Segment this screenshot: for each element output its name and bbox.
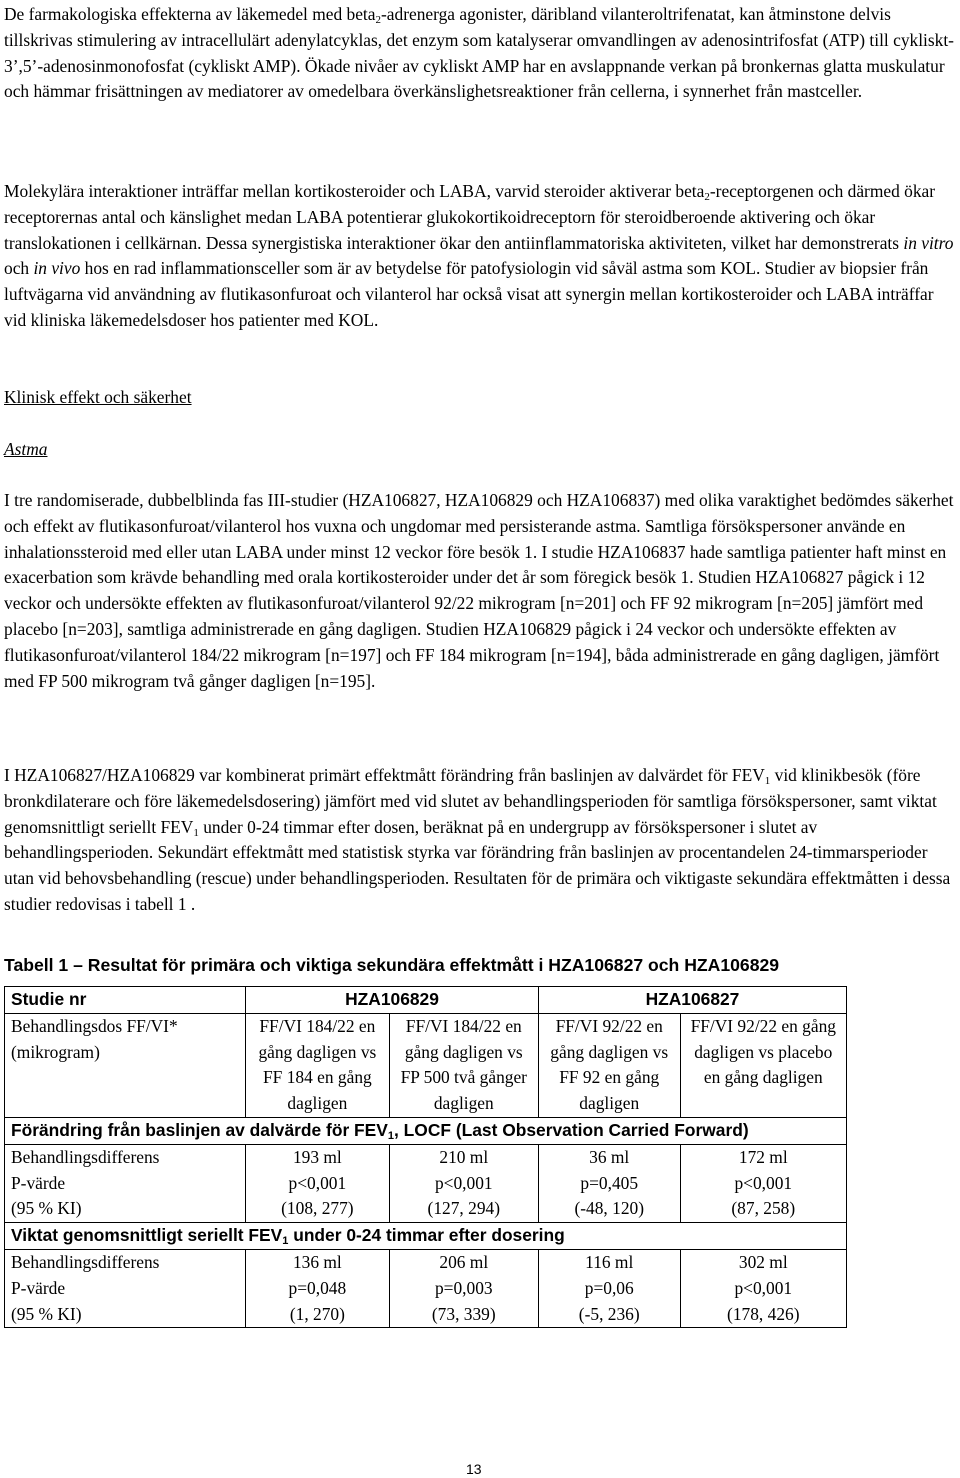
value-cell	[680, 1249, 846, 1327]
value: p<0,001	[288, 1172, 347, 1193]
text-span: I HZA106827/HZA106829 var kombinerat primärt effektmått förändring från baslinjen av dalvärdet för FEV	[4, 765, 765, 785]
text-span: -receptorgenen och därmed ökar receptorernas antal och känslighet medan LABA potentierar glukokortikoidreceptorn för steroidberoende aktivering och ökar translokationen i cellkärnan. Dessa synergistiska interaktioner ökar den antiinflammatoriska aktiviteten, vilket har demonstrerats	[4, 181, 936, 253]
dose-cell: FF/VI 92/22 en gång dagligen vs placebo en gång dagligen	[680, 1013, 846, 1117]
table-caption: Tabell 1 – Resultat för primära och viktiga sekundära effektmått i HZA106827 och HZA106829	[4, 955, 780, 975]
value: (-48, 120)	[574, 1198, 644, 1219]
row-label: P-värde	[11, 1277, 66, 1298]
row-label: (95 % KI)	[11, 1303, 82, 1324]
value-cell	[389, 1249, 538, 1327]
text-span: -adrenerga agonister, däribland vilanteroltrifenatat, kan åtminstone delvis tillskrivas stimulering av intracellulärt adenylatcyklas, det enzym som katalyserar omvandlingen av adenosintrifosfat (ATP) till cykliskt-3’,5’-adenosinmonofosfat (cykliskt AMP). Ökade nivåer av cykliskt AMP har en avslappnande verkan på bronkernas glatta muskulatur och hämmar frisättningen av mediatorer av omedelbara överkänslighetsreaktioner från cellerna, i synnerhet från mastceller.	[4, 4, 954, 102]
value-cell	[246, 1144, 390, 1222]
value-cell	[538, 1249, 680, 1327]
table-row	[5, 1013, 847, 1117]
row-label: Behandlingsdifferens	[11, 1251, 160, 1272]
value: (178, 426)	[727, 1303, 800, 1324]
dose-cell: FF/VI 92/22 en gång dagligen vs FF 92 en gång dagligen	[538, 1013, 680, 1117]
text-span: under 0-24 timmar efter dosen, beräknat på en undergrupp av försökspersoner i slutet av behandlingsperioden. Sekundärt effektmått med statistisk styrka var förändring från baslinjen av procentandelen 24-timmarsperioder utan vid behovsbehandling (rescue) under behandlingsperioden. Resultaten för de primära och viktigaste sekundära effektmåtten i dessa studier redovisas i tabell 1 .	[4, 816, 951, 914]
heading-astma: Astma	[4, 439, 48, 459]
subscript: 1	[387, 1129, 395, 1142]
value-cell	[246, 1249, 390, 1327]
text-span: , LOCF (Last Observation Carried Forward)	[394, 1119, 749, 1140]
paragraph-studies: I tre randomiserade, dubbelblinda fas III-studier (HZA106827, HZA106829 och HZA106837) med olika varaktighet bedömdes säkerhet och effekt av flutikasonfuroat/vilanterol hos vuxna och ungdomar med persisterande astma. Samtliga försökspersoner använde en inhalationssteroid med eller utan LABA under minst 12 veckor före besök 1. I studie HZA106837 hade samtliga patienter haft minst en exacerbation som krävde behandling med orala kortikosteroider under det år som föregick besök 1. Studien HZA106827 pågick i 12 veckor och undersökte effekten av flutikasonfuroat/vilanterol 92/22 mikrogram [n=201] och FF 92 mikrogram [n=205] jämfört med placebo [n=203], samtliga administrerade en gång dagligen. Studien HZA106829 pågick i 24 veckor och undersökte effekten av flutikasonfuroat/vilanterol 184/22 mikrogram [n=197] och FF 184 mikrogram [n=194], båda administrerade en gång dagligen, jämfört med FP 500 mikrogram två gånger dagligen [n=195].	[4, 490, 954, 691]
heading-klinisk-effekt: Klinisk effekt och säkerhet	[4, 387, 192, 407]
row-label: P-värde	[11, 1172, 66, 1193]
row-label: Behandlingsdifferens	[11, 1146, 160, 1167]
value: 210 ml	[439, 1146, 489, 1167]
results-table	[4, 986, 847, 1328]
value: (73, 339)	[431, 1303, 496, 1324]
dose-cell: FF/VI 184/22 en gång dagligen vs FF 184 en gång dagligen	[246, 1013, 390, 1117]
value: 193 ml	[292, 1146, 342, 1167]
subscript: 2	[704, 191, 710, 203]
paragraph-endpoints	[4, 763, 956, 918]
row-label-cell	[5, 1144, 246, 1222]
table-row	[5, 1223, 847, 1250]
row-label-cell	[5, 1249, 246, 1327]
value: 206 ml	[439, 1251, 489, 1272]
text-span: Förändring från baslinjen av dalvärde för FEV	[11, 1119, 388, 1140]
value: p<0,001	[734, 1277, 793, 1298]
text-span: och	[4, 258, 34, 279]
value: (127, 294)	[427, 1198, 500, 1219]
page-number: 13	[466, 1461, 482, 1477]
value: p<0,001	[734, 1172, 793, 1193]
italic-text: in vitro	[903, 232, 954, 253]
value: (1, 270)	[289, 1303, 345, 1324]
text-span: vid klinikbesök (före bronkdilaterare och före läkemedelsdosering) jämfört med vid slutet av behandlingsperioden för samtliga försökspersoner, samt viktat genomsnittligt seriellt FEV	[4, 765, 937, 837]
subscript: 1	[282, 1235, 289, 1248]
value-cell	[538, 1144, 680, 1222]
text-span: De farmakologiska effekterna av läkemedel med beta	[4, 4, 376, 24]
table-row	[5, 1117, 847, 1144]
paragraph-mechanism	[4, 2, 956, 105]
subscript: 1	[764, 775, 771, 787]
value: p<0,001	[434, 1172, 493, 1193]
value: p=0,048	[288, 1277, 347, 1298]
value-cell	[389, 1144, 538, 1222]
value: (-5, 236)	[578, 1303, 640, 1324]
table-row	[5, 987, 847, 1014]
table-row	[5, 1144, 847, 1222]
section-header-fev1-trough	[5, 1117, 847, 1144]
value: (108, 277)	[281, 1198, 354, 1219]
value: 36 ml	[589, 1146, 630, 1167]
dose-label-cell: Behandlingsdos FF/VI* (mikrogram)	[5, 1013, 246, 1117]
value: 136 ml	[292, 1251, 342, 1272]
value: p=0,405	[580, 1172, 639, 1193]
value: 116 ml	[585, 1251, 634, 1272]
text-span: Molekylära interaktioner inträffar mellan kortikosteroider och LABA, varvid steroider aktiverar beta	[4, 181, 705, 201]
value: p=0,003	[434, 1277, 493, 1298]
italic-text: in vivo	[33, 258, 81, 279]
study-label-cell: Studie nr	[5, 987, 246, 1014]
value: p=0,06	[584, 1277, 634, 1298]
study-hza106827-cell: HZA106827	[538, 987, 846, 1014]
paragraph-interactions	[4, 179, 956, 334]
subscript: 2	[375, 14, 381, 26]
row-label: (95 % KI)	[11, 1198, 82, 1219]
value: 172 ml	[738, 1146, 788, 1167]
text-span: Viktat genomsnittligt seriellt FEV	[11, 1225, 283, 1246]
text-span: under 0-24 timmar efter dosering	[288, 1225, 565, 1246]
dose-cell: FF/VI 184/22 en gång dagligen vs FP 500 två gånger dagligen	[389, 1013, 538, 1117]
subscript: 1	[193, 826, 199, 839]
section-header-fev1-weighted	[5, 1223, 847, 1250]
value: (87, 258)	[731, 1198, 796, 1219]
study-hza106829-cell: HZA106829	[246, 987, 539, 1014]
value: 302 ml	[738, 1251, 788, 1272]
value-cell	[680, 1144, 846, 1222]
table-row	[5, 1249, 847, 1327]
text-span: hos en rad inflammationsceller som är av betydelse för patofysiologin vid såväl astma som KOL. Studier av biopsier från luftvägarna vid användning av flutikasonfuroat och vilanterol har också visat att synergin mellan kortikosteroider och LABA inträffar vid kliniska läkemedelsdoser hos patienter med KOL.	[4, 258, 934, 330]
